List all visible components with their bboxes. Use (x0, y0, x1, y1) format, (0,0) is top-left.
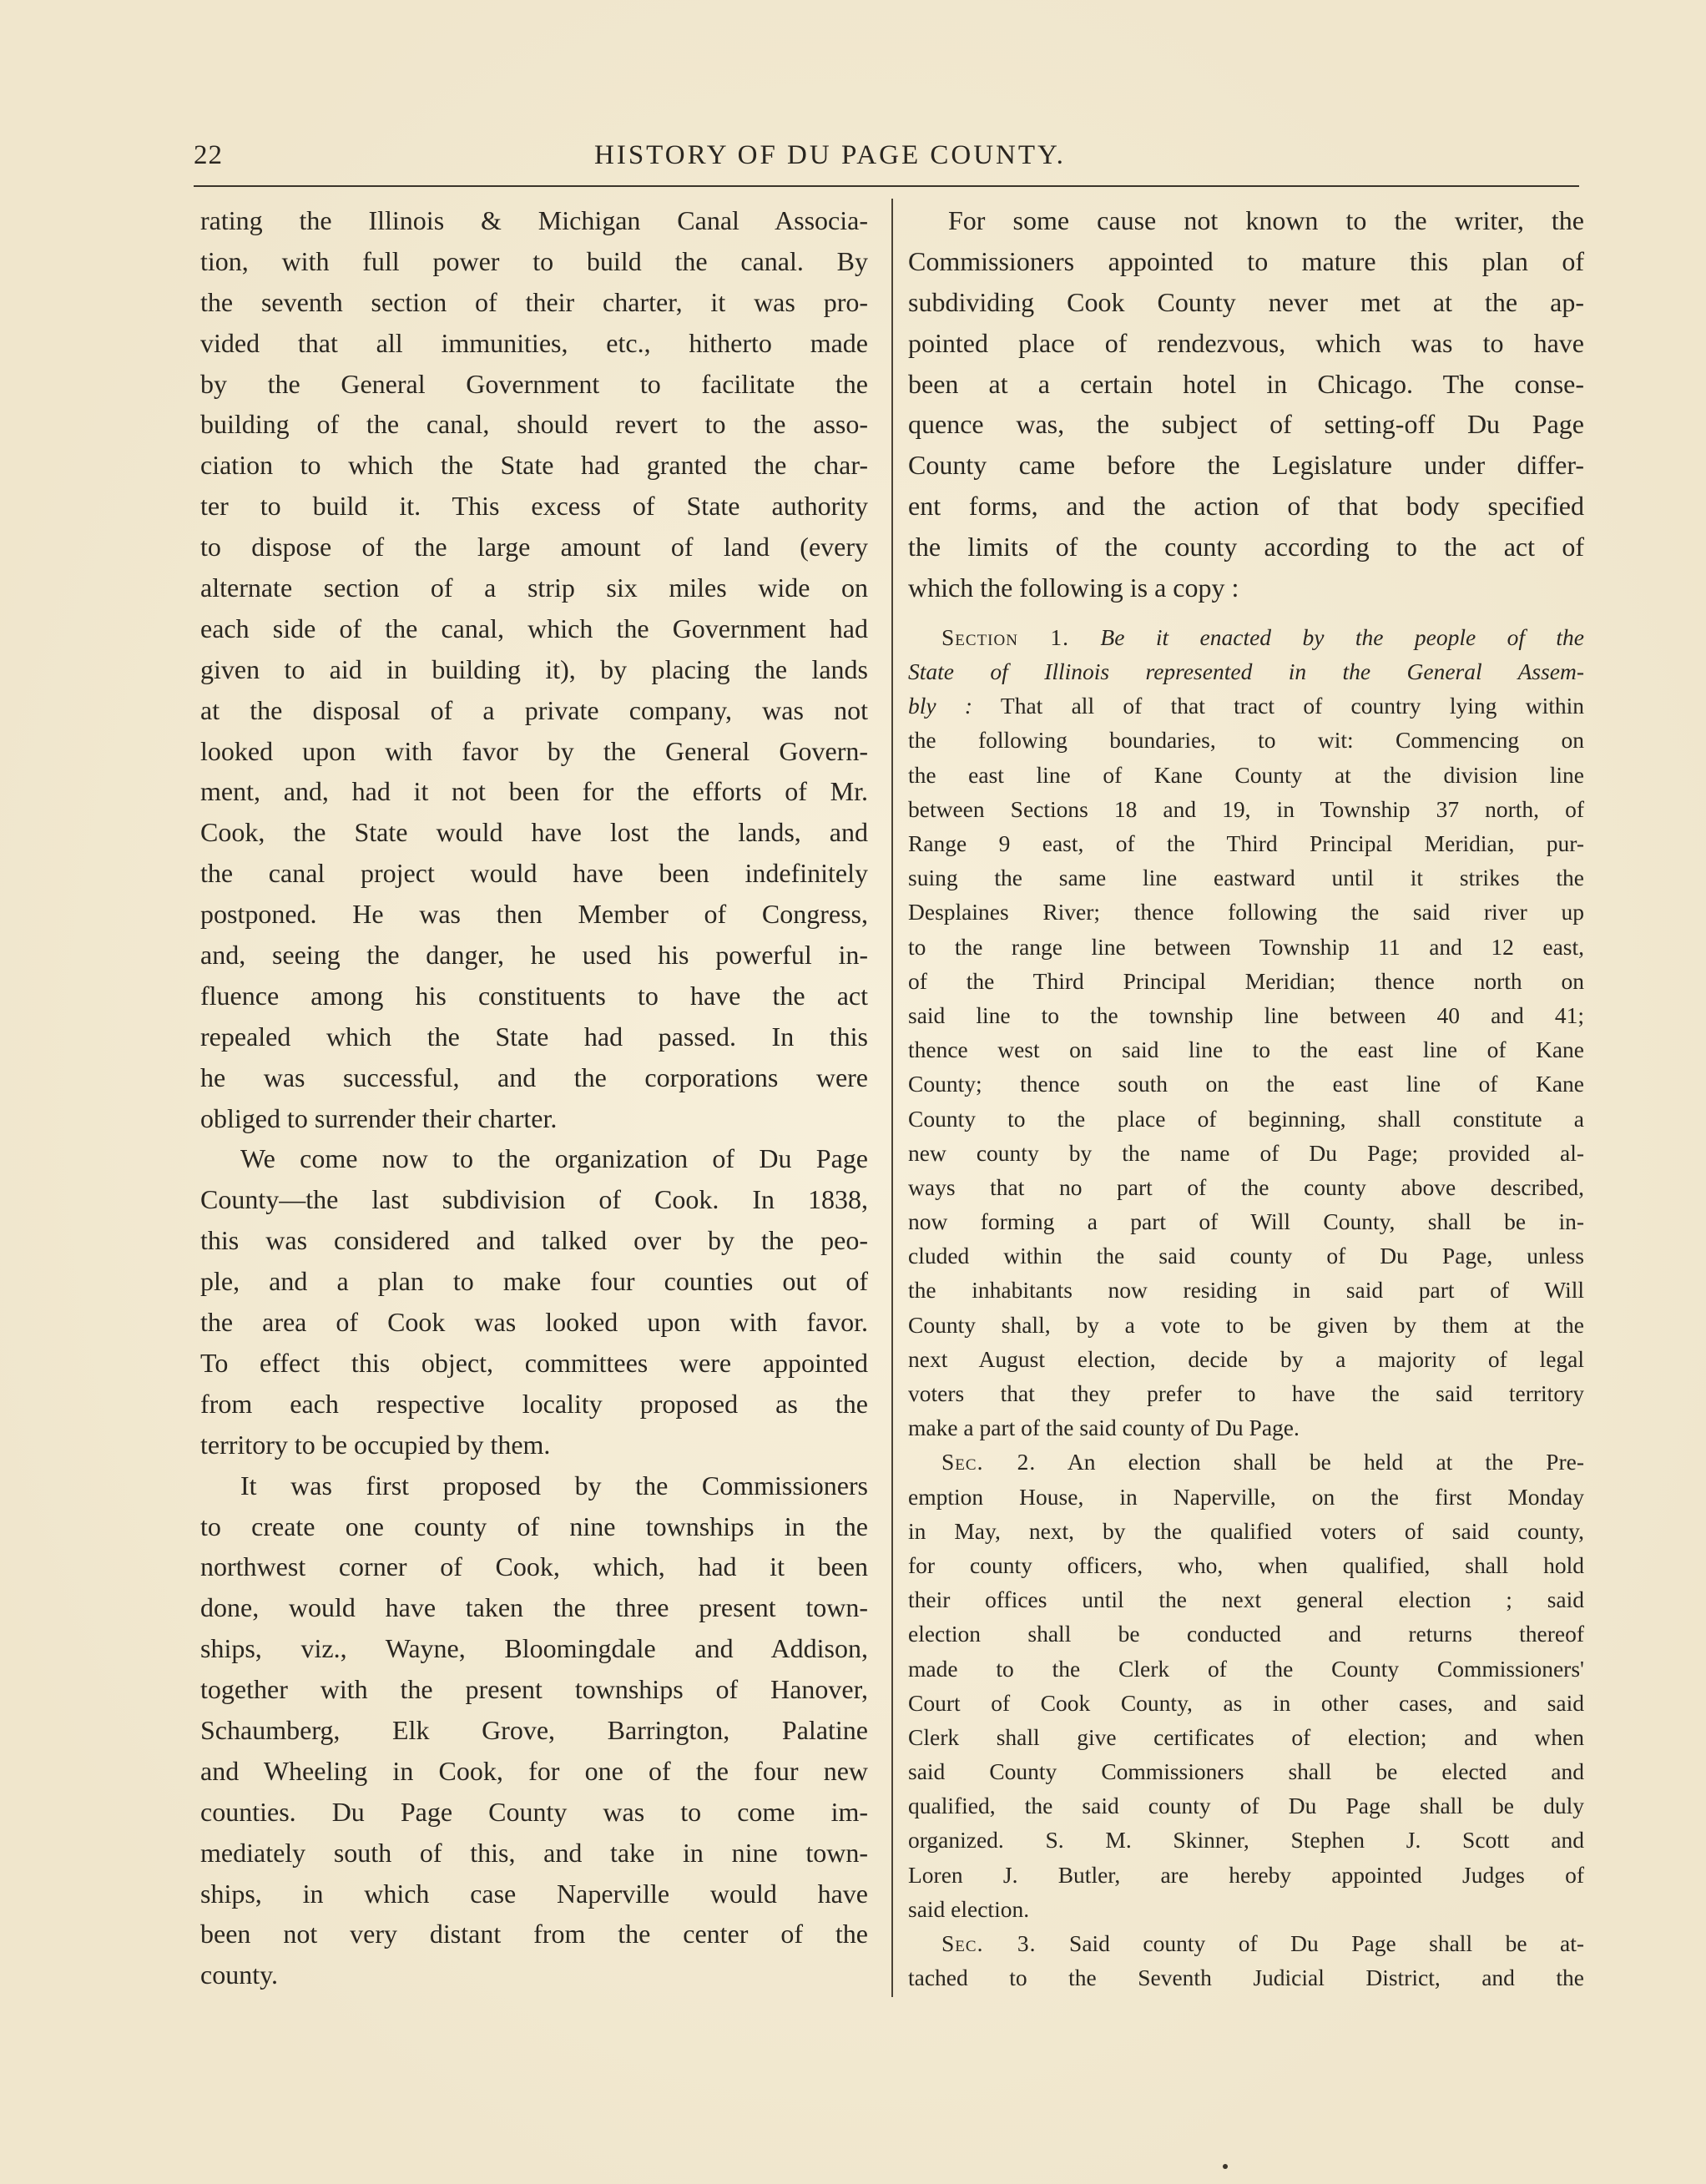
text-line: the area of Cook was looked upon with favor. (200, 1307, 868, 1338)
text-line: in May, next, by the qualified voters of said county, (908, 1517, 1584, 1544)
text-line: Desplaines River; thence following the said river up (908, 899, 1584, 926)
enacting-clause: Be it enacted by the people of the (1100, 623, 1584, 650)
text-line: counties. Du Page County was to come im- (200, 1796, 868, 1827)
text-line: this was considered and talked over by the peo- (200, 1225, 868, 1256)
text-line: Court of Cook County, as in other cases, and said (908, 1689, 1584, 1716)
text-line: and, seeing the danger, he used his powerful in- (200, 940, 868, 971)
text-line: Loren J. Butler, are hereby appointed Judges of (908, 1861, 1584, 1888)
text-line: the limits of the county according to the act of (908, 532, 1584, 562)
text-line: the following boundaries, to wit: Commencing on (908, 727, 1584, 754)
text-line: tion, with full power to build the canal. By (200, 245, 868, 276)
enacting-clause-line: State of Illinois represented in the General Assem- (908, 658, 1584, 685)
text-line: county. (200, 1960, 279, 1990)
text-line: been not very distant from the center of the (200, 1919, 868, 1949)
text-line: County; thence south on the east line of Kane (908, 1071, 1584, 1097)
column-divider (891, 199, 893, 1997)
text-line: from each respective locality proposed as the (200, 1388, 868, 1419)
text-line: make a part of the said county of Du Page. (908, 1415, 1300, 1441)
text-line: election shall be conducted and returns thereof (908, 1621, 1584, 1647)
text-line: County—the last subdivision of Cook. In 1838, (200, 1184, 868, 1215)
text-line: made to the Clerk of the County Commissioners' (908, 1655, 1584, 1682)
text-line: alternate section of a strip six miles wide on (200, 572, 868, 603)
act-section-3 (908, 1926, 1584, 1995)
text-fragment: An election shall be held at the Pre- (1036, 1449, 1584, 1475)
section-label: Sec. 2. (941, 1449, 1037, 1475)
text-line: the east line of Kane County at the division line (908, 761, 1584, 788)
text-line: Clerk shall give certificates of election; and when (908, 1723, 1584, 1750)
section-label: Sec. 3. (941, 1930, 1037, 1957)
text-line: ways that no part of the county above described, (908, 1173, 1584, 1200)
text-line: ment, and, had it not been for the efforts of Mr. (200, 776, 868, 807)
text-line: qualified, the said county of Du Page shall be duly (908, 1793, 1584, 1819)
text-line: mediately south of this, and take in nine town- (200, 1837, 868, 1868)
text-line: now forming a part of Will County, shall be in- (908, 1208, 1584, 1235)
text-line: northwest corner of Cook, which, had it been (200, 1551, 868, 1582)
text-fragment: Said county of Du Page shall be at- (1036, 1930, 1585, 1957)
text-line: building of the canal, should revert to the asso- (200, 409, 868, 440)
intro-paragraph (908, 200, 1584, 608)
text-line: and Wheeling in Cook, for one of the four new (200, 1755, 868, 1786)
act-section-1 (908, 620, 1584, 1445)
text-line: to dispose of the large amount of land (every (200, 532, 868, 562)
text-line: looked upon with favor by the General Govern- (200, 735, 868, 766)
text-line: Range 9 east, of the Third Principal Meridian, pur- (908, 830, 1584, 857)
text-line: by the General Government to facilitate the (200, 368, 868, 399)
running-title: HISTORY OF DU PAGE COUNTY. (594, 140, 1066, 170)
header-rule (194, 185, 1579, 187)
text-line: the inhabitants now residing in said part of Will (908, 1277, 1584, 1304)
text-line: To effect this object, committees were appointed (200, 1347, 868, 1378)
text-line: the canal project would have been indefinitely (200, 858, 868, 889)
text-line: together with the present townships of Hanover, (200, 1674, 868, 1705)
text-line: vided that all immunities, etc., hitherto made (200, 327, 868, 358)
text-line: voters that they prefer to have the said territory (908, 1380, 1584, 1407)
text-line (908, 688, 1584, 723)
text-line: of the Third Principal Meridian; thence north on (908, 967, 1584, 994)
text-line: next August election, decide by a majority of legal (908, 1345, 1584, 1372)
text-line: each side of the canal, which the Government had (200, 613, 868, 643)
right-column (908, 200, 1584, 1995)
text-line: he was successful, and the corporations were (200, 1062, 868, 1092)
text-line: at the disposal of a private company, was not (200, 694, 868, 725)
text-line: for county officers, who, when qualified, shall hold (908, 1551, 1584, 1578)
text-line: ships, in which case Naperville would have (200, 1878, 868, 1909)
text-line: Cook, the State would have lost the lands, and (200, 817, 868, 848)
text-line: been at a certain hotel in Chicago. The conse- (908, 368, 1584, 399)
section-heading-line (908, 1445, 1584, 1479)
text-fragment: That all of that tract of country lying within (972, 693, 1584, 719)
section-heading-line (908, 620, 1584, 654)
text-line: between Sections 18 and 19, in Township 37 north, of (908, 795, 1584, 822)
page-number: 22 (194, 140, 223, 170)
text-line: fluence among his constituents to have the act (200, 980, 868, 1011)
text-line: County shall, by a vote to be given by them at the (908, 1311, 1584, 1338)
text-line: given to aid in building it), by placing the lands (200, 653, 868, 684)
text-line: cluded within the said county of Du Page, unless (908, 1243, 1584, 1269)
text-line: quence was, the subject of setting-off Du Page (908, 409, 1584, 440)
left-column (200, 200, 868, 1995)
text-line: ple, and a plan to make four counties out of (200, 1266, 868, 1297)
act-section-2 (908, 1445, 1584, 1926)
paragraph-start-line: We come now to the organization of Du Page (240, 1143, 868, 1174)
text-line: postponed. He was then Member of Congress, (200, 899, 868, 930)
enacting-clause-end: bly : (908, 693, 973, 719)
text-line: emption House, in Naperville, on the first Monday (908, 1483, 1584, 1510)
section-label: Section 1. (941, 623, 1069, 650)
text-line: County to the place of beginning, shall constitute a (908, 1105, 1584, 1132)
text-line: new county by the name of Du Page; provided al- (908, 1139, 1584, 1166)
paragraph-start-line: It was first proposed by the Commissioners (240, 1470, 868, 1501)
text-line: said election. (908, 1895, 1030, 1922)
section-heading-line (908, 1926, 1584, 1960)
text-line: tached to the Seventh Judicial District, and the (908, 1965, 1584, 1991)
text-line: territory to be occupied by them. (200, 1429, 551, 1460)
text-line: said County Commissioners shall be elected and (908, 1758, 1584, 1785)
text-line: organized. S. M. Skinner, Stephen J. Scott and (908, 1827, 1584, 1854)
text-line: the seventh section of their charter, it was pro- (200, 286, 868, 317)
text-line: which the following is a copy : (908, 572, 1239, 603)
text-line: Schaumberg, Elk Grove, Barrington, Palatine (200, 1714, 868, 1745)
text-line: repealed which the State had passed. In this (200, 1021, 868, 1052)
text-line: County came before the Legislature under differ- (908, 450, 1584, 481)
text-line: to the range line between Township 11 and 12 east, (908, 933, 1584, 960)
text-line: rating the Illinois & Michigan Canal Associa- (200, 205, 868, 235)
paragraph-start-line: For some cause not known to the writer, the (948, 205, 1584, 235)
text-line: said line to the township line between 40 and 41; (908, 1001, 1584, 1028)
text-line: ciation to which the State had granted the char- (200, 450, 868, 481)
text-line: to create one county of nine townships in the (200, 1511, 868, 1541)
ink-fleck (1223, 2164, 1228, 2169)
running-head (194, 140, 1579, 182)
text-line: their offices until the next general election ; said (908, 1586, 1584, 1613)
text-line: done, would have taken the three present town- (200, 1592, 868, 1623)
text-line: subdividing Cook County never met at the ap- (908, 286, 1584, 317)
text-line: ter to build it. This excess of State authority (200, 491, 868, 522)
text-line: Commissioners appointed to mature this plan of (908, 245, 1584, 276)
text-line: ships, viz., Wayne, Bloomingdale and Addison, (200, 1633, 868, 1664)
text-line: ent forms, and the action of that body specified (908, 491, 1584, 522)
text-line: obliged to surrender their charter. (200, 1102, 558, 1133)
text-line: thence west on said line to the east line of Kane (908, 1037, 1584, 1063)
text-line: pointed place of rendezvous, which was to have (908, 327, 1584, 358)
text-line: suing the same line eastward until it strikes the (908, 865, 1584, 891)
